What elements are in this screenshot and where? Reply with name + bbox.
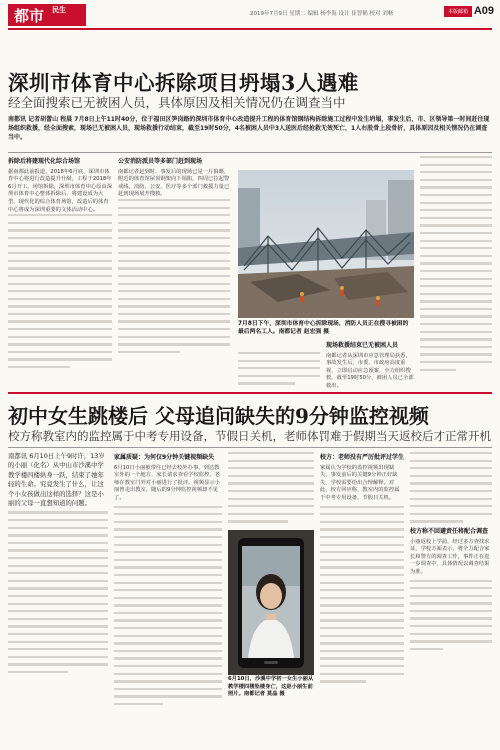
story2-col4-more-text: [410, 580, 492, 651]
section-divider: [8, 392, 492, 394]
story2-headline: 初中女生跳楼后 父母追问缺失的9分钟监控视频: [8, 404, 429, 428]
story2-column-2: [114, 452, 222, 744]
page-number: A09: [473, 5, 494, 17]
story1-col1-more-text: [8, 214, 112, 368]
story2-col4-top-text: [410, 452, 492, 523]
story2-col4-subhead: 校方称不回避责任将配合调查: [410, 527, 489, 535]
story2-col1-text: 南都讯 6月10日上午9时许，13岁的小丽（化名）从中山市沙溪中学教学楼四楼纵身一跃，结束了她年轻的生命。究竟发生了什么，让这个小女孩做出这样的选择？这是小丽的父母一直想知道的问题。: [8, 452, 105, 508]
masthead-rule: [8, 28, 492, 30]
story2-col4-text: 小丽返校上学前，经过多方查找求证，学校方面表示，将全力配合家长和警方的调查工作，事件正在进一步调查中，具体情况以调查结果为准。: [410, 538, 490, 575]
story2-col1-more-text: [8, 511, 108, 673]
collapse-scene-image: [238, 170, 414, 318]
story1-column-4: [420, 156, 492, 388]
edit-badge: 本版邮箱: [444, 6, 472, 17]
story1-column-3a: [238, 352, 320, 392]
story1-divider: [8, 152, 492, 153]
story2-col2-more-text: [114, 506, 222, 706]
section-name: 都市: [14, 6, 45, 25]
story2-column-4: [410, 452, 492, 744]
story1-column-3b: [326, 340, 414, 392]
story2-col2-text: 6月10日小丽被带往已经去校外办事，到达教室外的一个地方，家长请求查看学校监控，老师在教室门外对小丽进行了批评。视频显示小丽曾走出教室，随后的9分钟监控视频却不见了。: [114, 464, 220, 501]
student-portrait-photo: [228, 530, 314, 675]
story2-column-3: [320, 452, 404, 744]
newspaper-masthead: [0, 0, 500, 30]
story1-col1-subhead: 拆除后将建现代化综合场馆: [8, 158, 81, 165]
story2-subhead: 校方称教室内的监控属于中考专用设备，节假日关机，老师体罚难于假期当天返校后才正常开机: [8, 429, 491, 443]
story2-divider: [8, 447, 492, 448]
subsection-label: 民生: [52, 6, 66, 14]
story2-col3a-text: [228, 452, 314, 523]
story1-col2-text: 南都记者赶到时，事发后的现场已是一片狼藉，附近的体育馆屋顶钢架向下塌陷，四周已拉起警戒线，消防、公安、医疗等多个部门救援力量已赶到现场展开搜救。: [118, 168, 230, 198]
story2-col2-subhead: 家属质疑：为何仅9分钟关键视频缺失: [114, 454, 215, 461]
story1-col3-text: 南都记者从深圳市应急管理局获悉，事故发生后，市委、市政府高度重视，立即启动应急预案，全力组织搜救，截至19时50分，被困人员已全部救出。: [326, 352, 414, 389]
story2-col3-text: 家属认为学校的监控视频出现缺失，事发前后的关键9分钟正好缺失，学校需要给出合理解释。对此，校方回应称，教室内的监控属于中考专用设备，节假日关机。: [320, 464, 400, 501]
story2-col3-more-text: [320, 506, 404, 683]
story1-col1-text: 据南都此前报道，2018年6月底，深圳市体育中心将进行改造提升升级，工程于2018年6月开工，场馆拆除，深圳市体育中心原由深圳市体育中心整体拆除后，将建设成为大型、现代化的综合体育场馆，改造后的体育中心将成为深圳重要的文体活动中心。: [8, 168, 112, 213]
story1-lead: 南都讯 记者胡蕾山 程晨 7月8日上午11时40分，位于福田区笋岗路的深圳市体育中心改造提升工程的体育馆钢结构拆除施工过程中发生坍塌，事发生后，市、区领导第一时间赶往现场组织救援，经全面搜索，现场已无被困人员，现场救援行动结束，截至19时50分，4名被困人员中3人送医后经抢救无效死亡，1人右股骨上段骨折，具体原因及相关情况仍在调查当中。: [8, 116, 490, 141]
story1-col2-subhead: 公安消防派员等多部门赶到现场: [118, 158, 203, 165]
story1-col4-text: [420, 156, 492, 371]
story2-column-3a: [228, 452, 314, 528]
story1-col3-subhead: 现场救援结束已无被困人员: [326, 342, 399, 349]
story1-subhead: 经全面搜索已无被困人员，具体原因及相关情况仍在调查当中: [8, 95, 346, 110]
story2-col3-subhead: 校方：老师没有严厉批评过学生: [320, 454, 404, 461]
story1-column-1: [8, 156, 112, 388]
phone-portrait-image: [228, 530, 314, 675]
date-line: 2019年7月9日 星期二 编辑 杨李海 设计 崔智鹤 校对 刘畅: [250, 11, 394, 17]
story1-col2-more-text: [118, 199, 230, 353]
section-title: [8, 4, 86, 26]
stadium-photo-caption: 7月8日下午，深圳市体育中心拆除现场，消防人员正在搜寻被困的最后两名工人。南都记者 赵宏强 摄: [238, 321, 409, 335]
portrait-photo-caption: 6月10日，沙溪中学初一女生小丽从教学楼四楼坠楼身亡，这是小丽生前照片。南都记者 莫晶 摄: [228, 676, 314, 697]
story2-column-1: [8, 452, 108, 744]
story1-headline: 深圳市体育中心拆除项目坍塌3人遇难: [8, 71, 359, 95]
story1-col3a-text: [238, 352, 320, 385]
story1-column-2: [118, 156, 230, 388]
stadium-collapse-photo: [238, 170, 414, 318]
